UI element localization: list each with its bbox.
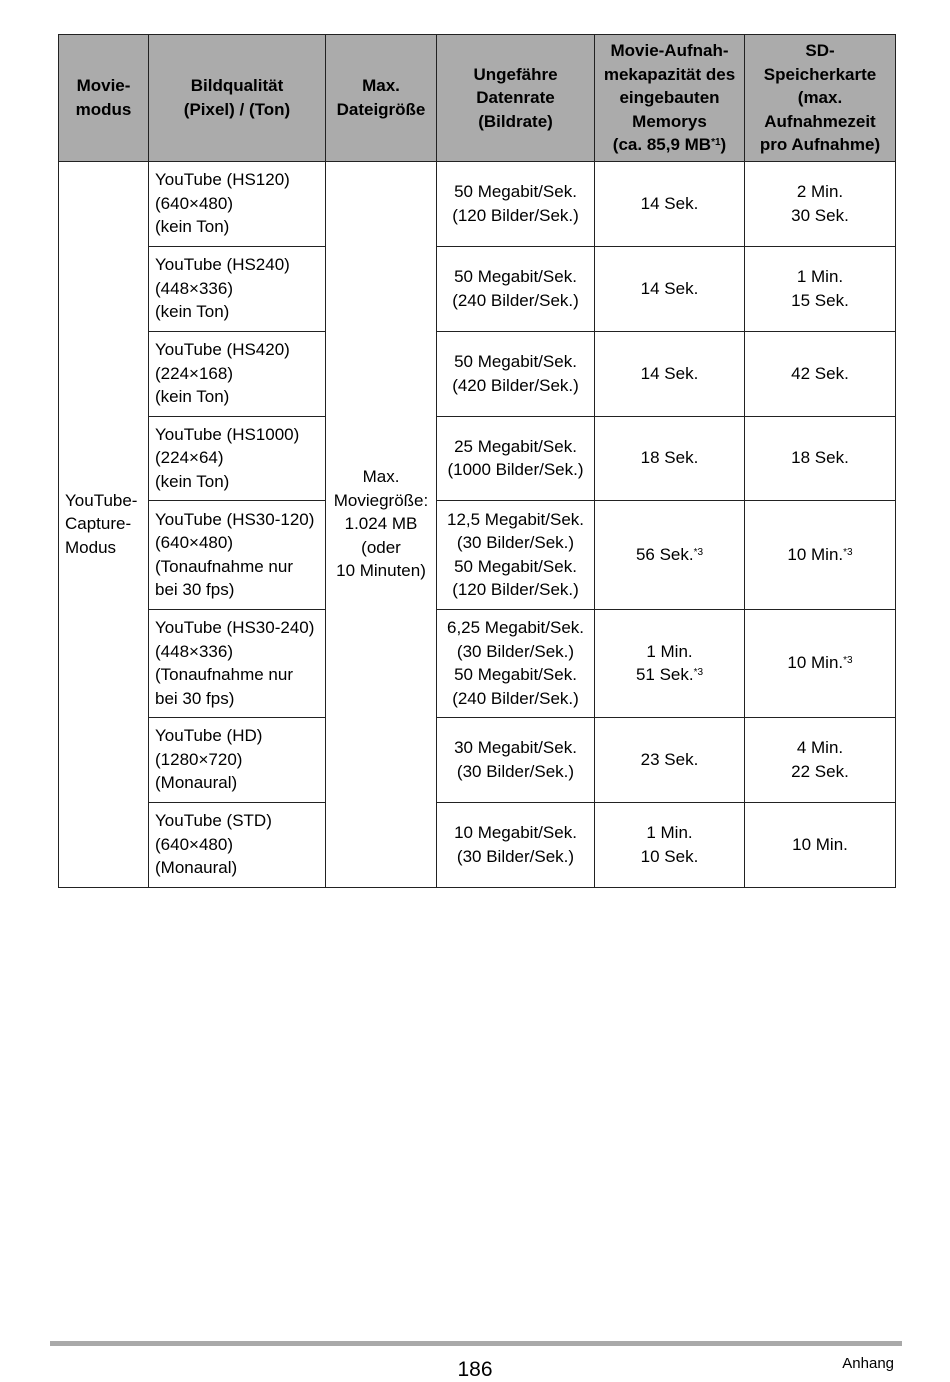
data-rate-cell — [437, 609, 595, 717]
internal-memory-cell — [595, 802, 745, 887]
cell-line: (120 Bilder/Sek.) — [452, 580, 579, 599]
cell-line: (224×168) — [155, 363, 233, 383]
header-sd-karte — [745, 35, 896, 162]
cell-line: 1 Min. — [796, 267, 844, 286]
sd-card-cell — [745, 246, 896, 331]
header-datenrate — [437, 35, 595, 162]
header-kapazitaet-intern — [595, 35, 745, 162]
cell-line: 50 Megabit/Sek. — [454, 352, 577, 371]
cell-line: 1 Min. — [646, 641, 693, 661]
internal-memory-cell — [595, 609, 745, 717]
header-line-capacity — [599, 133, 740, 157]
cell-line: (640×480) — [155, 193, 233, 213]
cell-line: (448×336) — [155, 641, 233, 661]
data-rate-cell — [437, 246, 595, 331]
cell-line: 14 Sek. — [640, 278, 699, 298]
table-row — [59, 609, 896, 717]
cell-line: bei 30 fps) — [155, 580, 235, 599]
table-row — [59, 802, 896, 887]
data-rate-cell — [437, 331, 595, 416]
cell-line: 4 Min. — [796, 738, 844, 757]
cell-line: YouTube (HS1000) — [155, 424, 300, 444]
cell-line: (1000 Bilder/Sek.) — [447, 460, 584, 479]
cell-line — [751, 543, 889, 567]
cell-line: (30 Bilder/Sek.) — [456, 641, 575, 661]
cell-line: 18 Sek. — [791, 448, 849, 468]
cell-line: 42 Sek. — [791, 363, 849, 383]
cell-line: (kein Ton) — [155, 471, 230, 491]
cell-line: (Tonaufnahme nur — [155, 665, 293, 684]
quality-cell — [149, 500, 326, 609]
data-rate-cell — [437, 416, 595, 500]
page-number: 186 — [457, 1358, 493, 1381]
cell-line: 12,5 Megabit/Sek. — [446, 509, 585, 529]
footer-rule — [50, 1341, 902, 1346]
table-row — [59, 416, 896, 500]
header-line: Memorys — [632, 111, 707, 131]
table-row — [59, 331, 896, 416]
cell-line: 18 Sek. — [640, 448, 699, 468]
sd-card-cell — [745, 609, 896, 717]
data-rate-cell — [437, 802, 595, 887]
header-line: SD- — [805, 41, 835, 60]
cell-line: (224×64) — [155, 448, 224, 468]
cell-line: (120 Bilder/Sek.) — [452, 205, 579, 225]
cell-text: 56 Sek. — [635, 544, 694, 564]
cell-line: (1280×720) — [155, 749, 243, 769]
cell-line: 1 Min. — [646, 823, 693, 842]
sd-card-cell — [745, 161, 896, 246]
max-size-cell — [326, 161, 437, 887]
data-rate-cell — [437, 161, 595, 246]
cell-line — [751, 651, 889, 675]
capacity-text: (ca. 85,9 MB — [612, 135, 712, 154]
cell-line: Capture- — [65, 514, 132, 534]
cell-line: (kein Ton) — [155, 387, 230, 407]
header-line: (Pixel) / (Ton) — [183, 99, 291, 119]
header-bildqualitaet — [149, 35, 326, 162]
cell-line: (kein Ton) — [155, 302, 230, 322]
cell-line: (448×336) — [155, 278, 233, 298]
header-line: pro Aufnahme) — [759, 135, 881, 154]
cell-line: 10 Megabit/Sek. — [454, 823, 577, 842]
cell-line: YouTube (HS30-240) — [155, 618, 315, 637]
cell-line: 50 Megabit/Sek. — [454, 665, 577, 684]
quality-cell — [149, 246, 326, 331]
cell-line — [601, 543, 738, 567]
footnote-marker: *3 — [693, 546, 704, 558]
footnote-marker: *3 — [693, 667, 704, 678]
table-row — [59, 717, 896, 802]
table-row — [59, 246, 896, 331]
cell-line: 50 Megabit/Sek. — [454, 182, 577, 201]
cell-line: 25 Megabit/Sek. — [454, 436, 577, 456]
cell-line: (Tonaufnahme nur — [155, 556, 293, 576]
cell-line: (30 Bilder/Sek.) — [456, 761, 575, 781]
cell-line: YouTube (HS30-120) — [155, 509, 315, 529]
sd-card-cell — [745, 500, 896, 609]
quality-cell — [149, 802, 326, 887]
header-max-dateigroesse — [326, 35, 437, 162]
header-line: Max. — [362, 76, 400, 96]
cell-line: 14 Sek. — [640, 193, 699, 213]
cell-line: (kein Ton) — [155, 217, 230, 237]
footnote-marker: *1 — [711, 137, 721, 148]
cell-line: Moviegröße: — [333, 490, 429, 510]
mode-cell — [59, 161, 149, 887]
sd-card-cell — [745, 416, 896, 500]
cell-line: (Monaural) — [155, 773, 238, 793]
internal-memory-cell — [595, 416, 745, 500]
header-line: modus — [75, 99, 132, 119]
header-line: Datenrate — [476, 88, 555, 107]
cell-text: 51 Sek. — [635, 665, 694, 684]
quality-cell — [149, 416, 326, 500]
cell-line: YouTube- — [65, 490, 138, 510]
internal-memory-cell — [595, 246, 745, 331]
internal-memory-cell — [595, 161, 745, 246]
cell-line: 50 Megabit/Sek. — [454, 556, 577, 576]
cell-line: 14 Sek. — [640, 363, 699, 383]
cell-line: 10 Sek. — [640, 846, 699, 866]
cell-line: YouTube (HS120) — [155, 170, 290, 190]
cell-line: (oder — [361, 537, 401, 557]
cell-line: Modus — [65, 537, 117, 557]
header-line: Movie- — [76, 76, 131, 96]
header-line: Speicherkarte — [763, 64, 877, 84]
cell-line: YouTube (HS240) — [155, 255, 290, 275]
sd-card-cell — [745, 802, 896, 887]
specification-table — [58, 34, 896, 888]
cell-line: 30 Megabit/Sek. — [454, 738, 577, 757]
cell-line: (Monaural) — [155, 858, 238, 878]
cell-line: bei 30 fps) — [155, 688, 235, 708]
header-line: Dateigröße — [336, 99, 426, 119]
header-movie-modus — [59, 35, 149, 162]
cell-line: 2 Min. — [796, 182, 844, 201]
cell-line — [601, 663, 738, 687]
sd-card-cell — [745, 717, 896, 802]
cell-line: 10 Minuten) — [336, 561, 426, 581]
header-line: Bildqualität — [190, 76, 284, 96]
table-row — [59, 161, 896, 246]
footnote-marker: *3 — [843, 655, 853, 667]
quality-cell — [149, 609, 326, 717]
cell-line: (640×480) — [155, 834, 233, 854]
cell-line: (420 Bilder/Sek.) — [452, 375, 579, 395]
cell-line: YouTube (HS420) — [155, 340, 290, 360]
header-line: Ungefähre — [473, 64, 558, 84]
header-line: Aufnahmezeit — [764, 111, 876, 131]
cell-line: Max. — [362, 467, 400, 487]
cell-line: 6,25 Megabit/Sek. — [446, 618, 585, 637]
sd-card-cell — [745, 331, 896, 416]
header-line: mekapazität des — [603, 64, 736, 84]
internal-memory-cell — [595, 500, 745, 609]
table-row — [59, 500, 896, 609]
header-line: (Bildrate) — [478, 111, 553, 131]
cell-line: YouTube (STD) — [155, 811, 272, 831]
header-row — [59, 35, 896, 162]
cell-line: (240 Bilder/Sek.) — [452, 688, 579, 708]
cell-line: YouTube (HD) — [155, 726, 263, 746]
cell-line: (30 Bilder/Sek.) — [456, 533, 575, 552]
data-rate-cell — [437, 717, 595, 802]
cell-line: 23 Sek. — [640, 749, 699, 769]
cell-line: (30 Bilder/Sek.) — [456, 846, 575, 866]
capacity-close: ) — [720, 135, 727, 154]
header-line: (max. — [797, 88, 843, 107]
cell-text: 10 Min. — [787, 544, 844, 564]
header-line: Movie-Aufnah- — [610, 41, 729, 60]
cell-line: 22 Sek. — [791, 761, 849, 781]
cell-line: 10 Min. — [792, 834, 848, 854]
quality-cell — [149, 331, 326, 416]
internal-memory-cell — [595, 717, 745, 802]
cell-line: (240 Bilder/Sek.) — [452, 290, 579, 310]
quality-cell — [149, 717, 326, 802]
footnote-marker: *3 — [843, 546, 853, 558]
internal-memory-cell — [595, 331, 745, 416]
cell-text: 10 Min. — [787, 653, 844, 673]
data-rate-cell — [437, 500, 595, 609]
section-name: Anhang — [842, 1355, 894, 1372]
table-body — [59, 161, 896, 887]
quality-cell — [149, 161, 326, 246]
cell-line: 1.024 MB — [344, 514, 418, 534]
header-line: eingebauten — [619, 88, 720, 107]
cell-line: 30 Sek. — [791, 205, 849, 225]
cell-line: 15 Sek. — [791, 290, 849, 310]
cell-line: 50 Megabit/Sek. — [454, 267, 577, 286]
cell-line: (640×480) — [155, 533, 233, 552]
